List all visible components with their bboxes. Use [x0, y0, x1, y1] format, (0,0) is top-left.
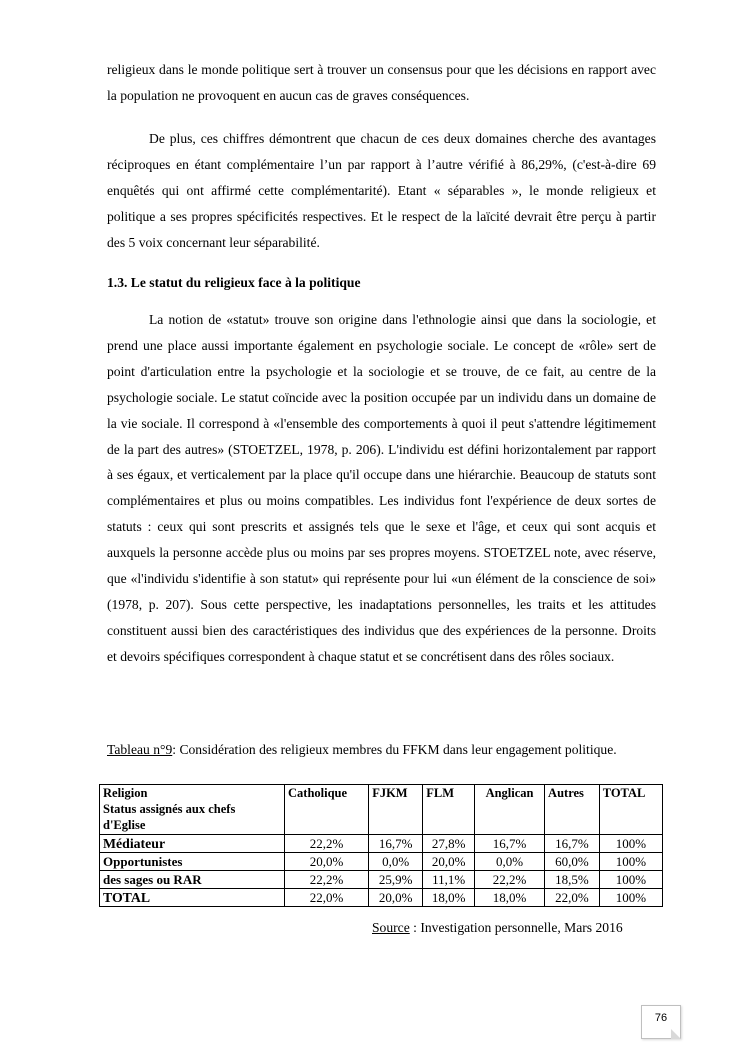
table-cell: 18,0% — [423, 889, 475, 907]
table-cell: 0,0% — [475, 853, 545, 871]
table-cell: 22,2% — [285, 871, 369, 889]
data-table — [99, 784, 663, 907]
page-number: 76 — [654, 1012, 668, 1024]
table-cell: 20,0% — [285, 853, 369, 871]
table-cell: 18,0% — [475, 889, 545, 907]
table-cell: 100% — [599, 853, 662, 871]
row-label: Médiateur — [100, 835, 285, 853]
row-label: Opportunistes — [100, 853, 285, 871]
paragraph-intro: religieux dans le monde politique sert à trouver un consensus pour que les décisions en rapport avec la population ne provoquent en aucun cas de graves conséquences. — [107, 62, 656, 103]
table-header-row — [100, 785, 663, 835]
table-header-autres: Autres — [545, 785, 600, 835]
table-cell: 16,7% — [545, 835, 600, 853]
table-cell: 20,0% — [369, 889, 423, 907]
table-header-flm: FLM — [423, 785, 475, 835]
page-number-box — [641, 1005, 681, 1039]
table-header-catholique: Catholique — [285, 785, 369, 835]
table-cell: 22,2% — [475, 871, 545, 889]
table-caption-label: Tableau n°9 — [107, 742, 173, 757]
table-source — [372, 920, 623, 936]
table-cell: 20,0% — [423, 853, 475, 871]
table-header-fjkm: FJKM — [369, 785, 423, 835]
table-cell: 0,0% — [369, 853, 423, 871]
section-heading: 1.3. Le statut du religieux face à la politique — [107, 275, 361, 290]
table-cell: 22,0% — [545, 889, 600, 907]
source-label: Source — [372, 920, 410, 935]
source-text: : Investigation personnelle, Mars 2016 — [409, 920, 623, 935]
table-header-anglican: Anglican — [475, 785, 545, 835]
header-religion-line: Religion — [103, 786, 148, 800]
table-cell: 22,0% — [285, 889, 369, 907]
row-label: TOTAL — [100, 889, 285, 907]
row-label: des sages ou RAR — [100, 871, 285, 889]
table-cell: 100% — [599, 871, 662, 889]
table-caption — [107, 740, 647, 759]
paragraph-complementarity: De plus, ces chiffres démontrent que chacun de ces deux domaines cherche des avantages réciproques en étant complémentaire l’un par rapport à l’autre vérifié à 86,29%, (c'est-à-dire 69 enquêtés qui ont affirmé cette complémentarité). Etant « séparables », le monde religieux et politique a ses propres spécificités respectives. Et le respect de la laïcité devrait être perçu à partir des 5 voix concernant leur séparabilité. — [107, 131, 656, 250]
table-cell: 18,5% — [545, 871, 600, 889]
table-cell: 22,2% — [285, 835, 369, 853]
table-cell: 100% — [599, 835, 662, 853]
table-cell: 27,8% — [423, 835, 475, 853]
table-cell: 16,7% — [369, 835, 423, 853]
table-header-total: TOTAL — [599, 785, 662, 835]
table-cell: 16,7% — [475, 835, 545, 853]
paragraph-statut: La notion de «statut» trouve son origine dans l'ethnologie ainsi que dans la sociologie, et prend une place aussi importante également en psychologie sociale. Le concept de «rôle» sert de point d'articulation entre la psychologie et la sociologie et se trouve, de ce fait, au centre de la psychologie sociale. Le statut coïncide avec la position occupée par un individu dans un domaine de la vie sociale. Il correspond à «l'ensemble des comportements à quoi il peut s'attendre légitimement de la part des autres» (STOETZEL, 1978, p. 206). L'individu est défini horizontalement par rapport à ses égaux, et verticalement par la place qu'il occupe dans une hiérarchie. Beaucoup de statuts sont complémentaires et plus ou moins compatibles. Les individus font l'expérience de deux sortes de statuts : ceux qui sont prescrits et assignés tels que le sexe et l'âge, et ceux qui sont acquis et auxquels la personne accède plus ou moins par ses propres moyens. STOETZEL note, avec réserve, que «l'individu s'identifie à son statut» qui représente pour lui «un élément de la conscience de soi» (1978, p. 207). Sous cette perspective, les inadaptations personnelles, les traits et les attitudes constituent aussi bien des caractéristiques des individus que des expériences de la personne. Droits et devoirs spécifiques correspondent à chaque statut et se concrétisent dans des rôles sociaux. — [107, 312, 656, 664]
table-header-religion — [100, 785, 285, 835]
table-row — [100, 835, 663, 853]
table-caption-text: : Considération des religieux membres du FFKM dans leur engagement politique. — [172, 742, 617, 757]
header-status-line: Status assignés aux chefs — [103, 802, 236, 816]
page-fold-corner — [671, 1029, 681, 1039]
table-cell: 11,1% — [423, 871, 475, 889]
table-row — [100, 871, 663, 889]
header-eglise-line: d'Eglise — [103, 818, 146, 832]
table-cell: 25,9% — [369, 871, 423, 889]
table-cell: 100% — [599, 889, 662, 907]
table-row — [100, 853, 663, 871]
table-row-total — [100, 889, 663, 907]
table-cell: 60,0% — [545, 853, 600, 871]
